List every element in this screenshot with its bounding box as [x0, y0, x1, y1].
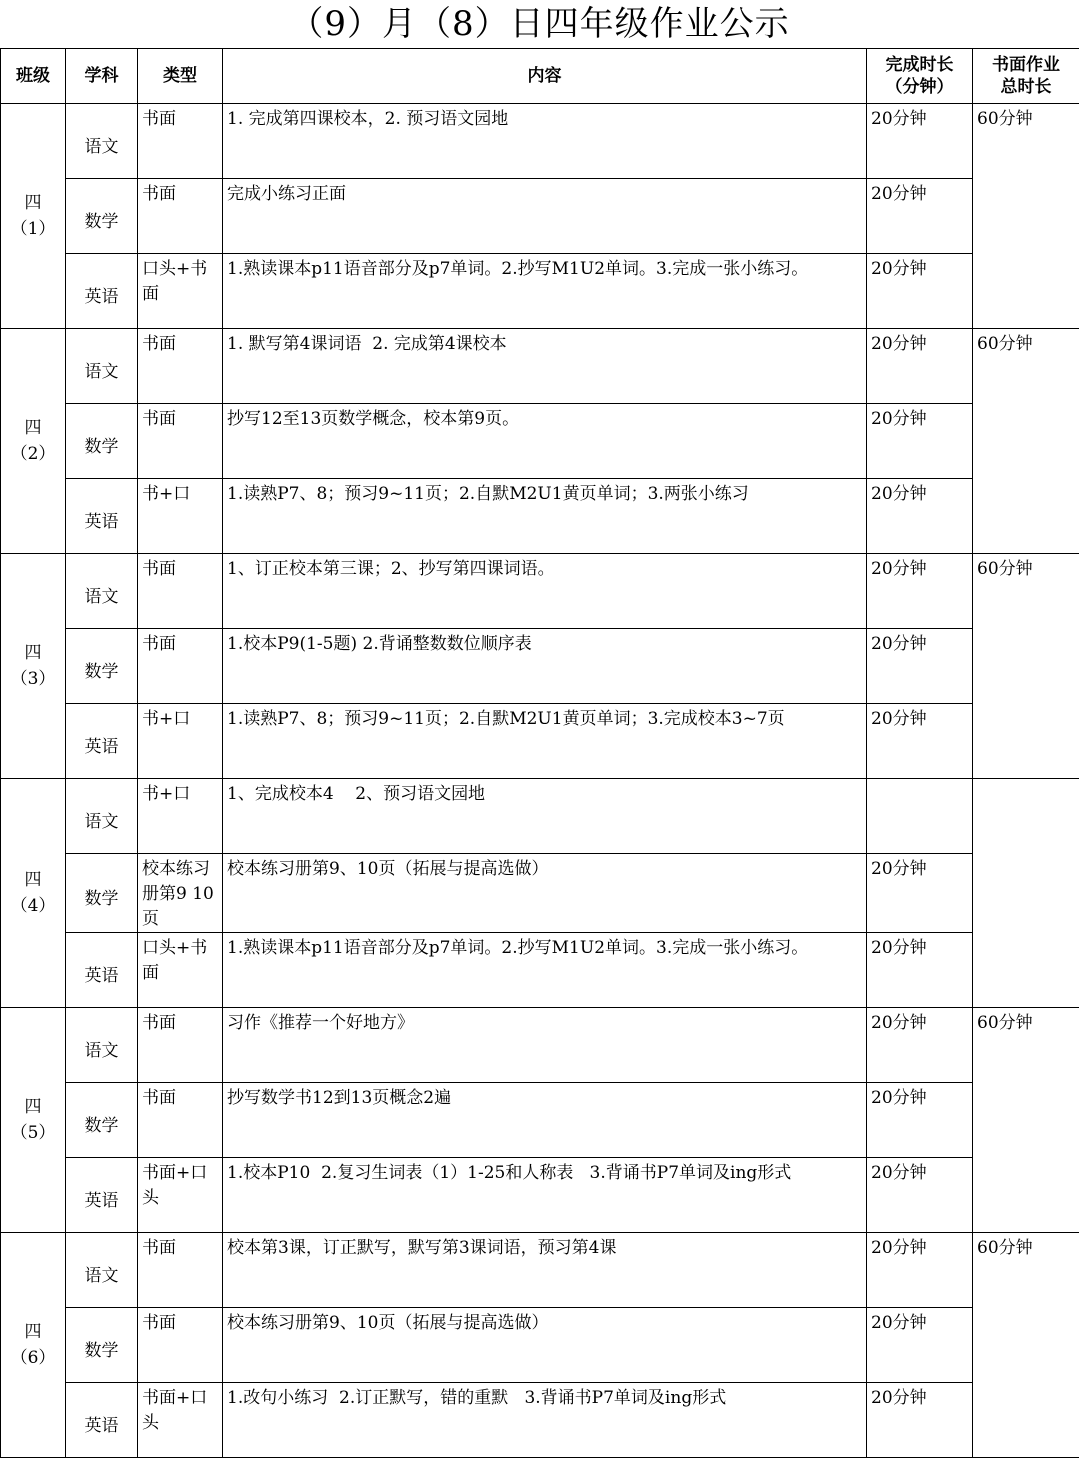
total-cell: 60分钟: [973, 104, 1079, 329]
header-type: 类型: [138, 49, 223, 104]
duration-cell: 20分钟: [867, 854, 973, 933]
table-row: [1, 1158, 1079, 1233]
class-name-line2: （6）: [1, 1345, 65, 1371]
header-duration: [867, 49, 973, 104]
subject-cell: 英语: [66, 254, 138, 329]
type-cell: 书面: [138, 179, 223, 254]
content-cell: 抄写数学书12到13页概念2遍: [223, 1083, 867, 1158]
subject-cell: 数学: [66, 854, 138, 933]
duration-cell: 20分钟: [867, 479, 973, 554]
type-cell: 书面: [138, 1083, 223, 1158]
content-cell: 1.读熟P7、8；预习9~11页；2.自默M2U1黄页单词；3.完成校本3~7页: [223, 704, 867, 779]
subject-cell: 数学: [66, 1308, 138, 1383]
type-cell: 书面+口头: [138, 1158, 223, 1233]
duration-cell: 20分钟: [867, 1083, 973, 1158]
header-row: [1, 49, 1079, 104]
content-cell: 1.改句小练习 2.订正默写，错的重默 3.背诵书P7单词及ing形式: [223, 1383, 867, 1458]
table-row: [1, 779, 1079, 854]
duration-cell: 20分钟: [867, 933, 973, 1008]
type-cell: 书面: [138, 629, 223, 704]
class-cell: [1, 104, 66, 329]
type-cell: 校本练习册第9 10页: [138, 854, 223, 933]
header-duration-line1: 完成时长: [867, 54, 972, 76]
header-duration-line2: （分钟）: [867, 76, 972, 98]
subject-cell: 数学: [66, 404, 138, 479]
header-total: [973, 49, 1079, 104]
header-total-line2: 总时长: [973, 76, 1079, 98]
content-cell: 1、完成校本4 2、预习语文园地: [223, 779, 867, 854]
homework-table: [0, 48, 1079, 1458]
subject-cell: 数学: [66, 629, 138, 704]
subject-cell: 语文: [66, 554, 138, 629]
subject-cell: 英语: [66, 933, 138, 1008]
class-cell: [1, 1008, 66, 1233]
type-cell: 口头+书面: [138, 254, 223, 329]
table-row: [1, 1383, 1079, 1458]
content-cell: 习作《推荐一个好地方》: [223, 1008, 867, 1083]
table-row: [1, 854, 1079, 933]
table-row: [1, 254, 1079, 329]
table-row: [1, 1233, 1079, 1308]
header-class: 班级: [1, 49, 66, 104]
class-name-line1: 四: [1, 415, 65, 441]
class-name-line1: 四: [1, 190, 65, 216]
type-cell: 书面: [138, 404, 223, 479]
class-name-line2: （4）: [1, 893, 65, 919]
duration-cell: 20分钟: [867, 554, 973, 629]
duration-cell: 20分钟: [867, 104, 973, 179]
table-row: [1, 704, 1079, 779]
subject-cell: 数学: [66, 179, 138, 254]
class-name-line1: 四: [1, 867, 65, 893]
content-cell: 1.读熟P7、8；预习9~11页；2.自默M2U1黄页单词；3.两张小练习: [223, 479, 867, 554]
subject-cell: 数学: [66, 1083, 138, 1158]
class-cell: [1, 329, 66, 554]
content-cell: 完成小练习正面: [223, 179, 867, 254]
content-cell: 1、订正校本第三课；2、抄写第四课词语。: [223, 554, 867, 629]
content-cell: 校本第3课，订正默写，默写第3课词语，预习第4课: [223, 1233, 867, 1308]
duration-cell: 20分钟: [867, 704, 973, 779]
table-row: [1, 104, 1079, 179]
table-row: [1, 554, 1079, 629]
subject-cell: 英语: [66, 479, 138, 554]
class-name-line1: 四: [1, 1094, 65, 1120]
duration-cell: 20分钟: [867, 179, 973, 254]
total-cell: 60分钟: [973, 554, 1079, 779]
content-cell: 1.熟读课本p11语音部分及p7单词。2.抄写M1U2单词。3.完成一张小练习。: [223, 254, 867, 329]
header-subject: 学科: [66, 49, 138, 104]
table-row: [1, 1308, 1079, 1383]
type-cell: 书面: [138, 329, 223, 404]
subject-cell: 英语: [66, 1383, 138, 1458]
duration-cell: 20分钟: [867, 1008, 973, 1083]
duration-cell: 20分钟: [867, 1233, 973, 1308]
subject-cell: 英语: [66, 1158, 138, 1233]
class-cell: [1, 779, 66, 1008]
duration-cell: 20分钟: [867, 254, 973, 329]
header-total-line1: 书面作业: [973, 54, 1079, 76]
table-row: [1, 1008, 1079, 1083]
table-row: [1, 179, 1079, 254]
duration-cell: 20分钟: [867, 1383, 973, 1458]
table-row: [1, 1083, 1079, 1158]
table-row: [1, 479, 1079, 554]
content-cell: 1. 完成第四课校本，2. 预习语文园地: [223, 104, 867, 179]
table-row: [1, 629, 1079, 704]
duration-cell: 20分钟: [867, 1158, 973, 1233]
content-cell: 校本练习册第9、10页（拓展与提高选做）: [223, 854, 867, 933]
type-cell: 书+口: [138, 779, 223, 854]
duration-cell: 20分钟: [867, 329, 973, 404]
type-cell: 书+口: [138, 704, 223, 779]
table-row: [1, 404, 1079, 479]
class-name-line1: 四: [1, 640, 65, 666]
duration-cell: 20分钟: [867, 404, 973, 479]
subject-cell: 语文: [66, 1008, 138, 1083]
total-cell: 60分钟: [973, 1008, 1079, 1233]
table-row: [1, 329, 1079, 404]
content-cell: 1.熟读课本p11语音部分及p7单词。2.抄写M1U2单词。3.完成一张小练习。: [223, 933, 867, 1008]
subject-cell: 语文: [66, 104, 138, 179]
class-name-line2: （1）: [1, 216, 65, 242]
type-cell: 口头+书面: [138, 933, 223, 1008]
content-cell: 1.校本P10 2.复习生词表（1）1-25和人称表 3.背诵书P7单词及ing形式: [223, 1158, 867, 1233]
header-content: 内容: [223, 49, 867, 104]
class-cell: [1, 1233, 66, 1458]
table-row: [1, 933, 1079, 1008]
class-name-line2: （3）: [1, 666, 65, 692]
page-title: （9）月（8）日四年级作业公示: [0, 0, 1079, 48]
total-cell: 60分钟: [973, 329, 1079, 554]
subject-cell: 语文: [66, 329, 138, 404]
subject-cell: 语文: [66, 779, 138, 854]
content-cell: 1. 默写第4课词语 2. 完成第4课校本: [223, 329, 867, 404]
subject-cell: 语文: [66, 1233, 138, 1308]
type-cell: 书面: [138, 104, 223, 179]
duration-cell: 20分钟: [867, 629, 973, 704]
total-cell: [973, 779, 1079, 1008]
content-cell: 抄写12至13页数学概念，校本第9页。: [223, 404, 867, 479]
content-cell: 校本练习册第9、10页（拓展与提高选做）: [223, 1308, 867, 1383]
type-cell: 书面: [138, 1308, 223, 1383]
class-name-line1: 四: [1, 1319, 65, 1345]
class-name-line2: （5）: [1, 1120, 65, 1146]
class-name-line2: （2）: [1, 441, 65, 467]
type-cell: 书面: [138, 554, 223, 629]
duration-cell: [867, 779, 973, 854]
type-cell: 书面+口头: [138, 1383, 223, 1458]
subject-cell: 英语: [66, 704, 138, 779]
total-cell: 60分钟: [973, 1233, 1079, 1458]
type-cell: 书面: [138, 1008, 223, 1083]
class-cell: [1, 554, 66, 779]
type-cell: 书面: [138, 1233, 223, 1308]
type-cell: 书+口: [138, 479, 223, 554]
content-cell: 1.校本P9(1-5题) 2.背诵整数数位顺序表: [223, 629, 867, 704]
duration-cell: 20分钟: [867, 1308, 973, 1383]
